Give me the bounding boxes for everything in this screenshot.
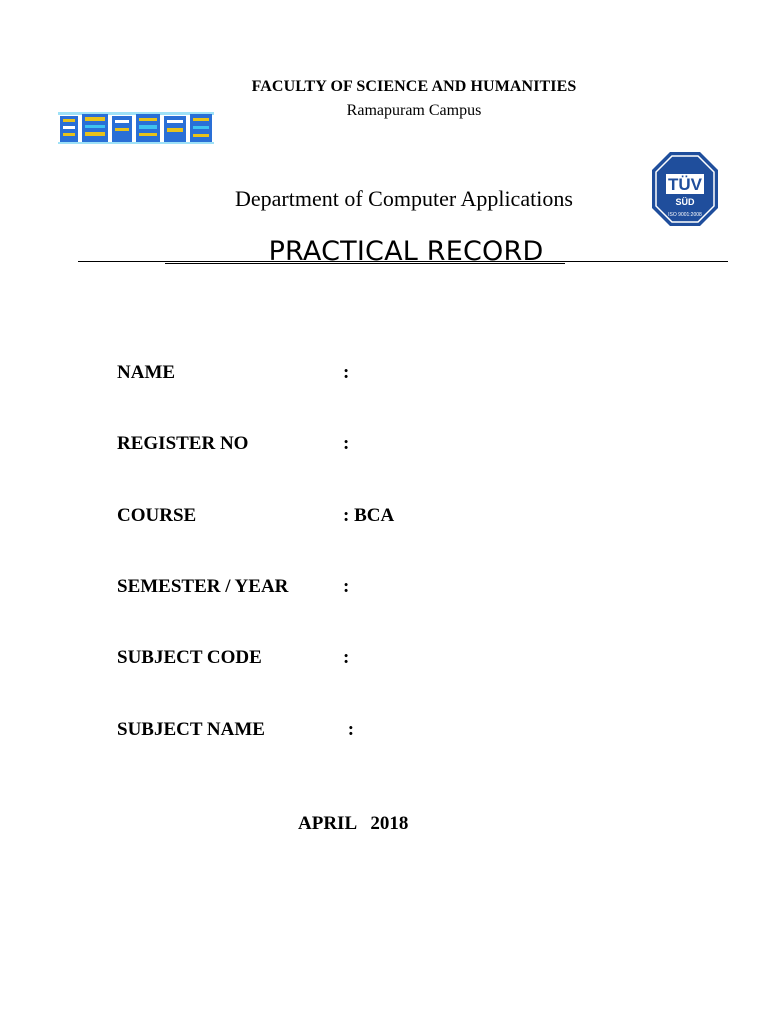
field-value-semester-year: : [343, 576, 350, 597]
field-label-register-no: REGISTER NO [117, 433, 249, 454]
field-label-semester-year: SEMESTER / YEAR [117, 576, 289, 597]
field-value-subject-name: : [343, 719, 355, 740]
field-label-name: NAME [117, 362, 176, 383]
svg-text:SÜD: SÜD [675, 197, 695, 207]
svg-text:TÜV: TÜV [668, 175, 702, 194]
field-value-name: : [343, 362, 350, 383]
srm-university-logo [58, 106, 214, 148]
field-label-subject-name: SUBJECT NAME [117, 719, 265, 740]
logo-stripes [58, 112, 214, 144]
field-value-course: : BCA [343, 505, 395, 526]
faculty-title: FACULTY OF SCIENCE AND HUMANITIES [251, 78, 577, 95]
field-label-subject-code: SUBJECT CODE [117, 647, 262, 668]
field-label-course: COURSE [117, 505, 197, 526]
svg-text:ISO 9001:2008: ISO 9001:2008 [668, 212, 702, 218]
page-title: PRACTICAL RECORD [268, 236, 544, 267]
campus-name: Ramapuram Campus [346, 102, 482, 119]
department-name: Department of Computer Applications [235, 186, 573, 211]
field-value-register-no: : [343, 433, 350, 454]
record-date: APRIL 2018 [298, 813, 409, 834]
tuv-sud-seal-icon [650, 150, 720, 230]
field-value-subject-code: : [343, 647, 350, 668]
